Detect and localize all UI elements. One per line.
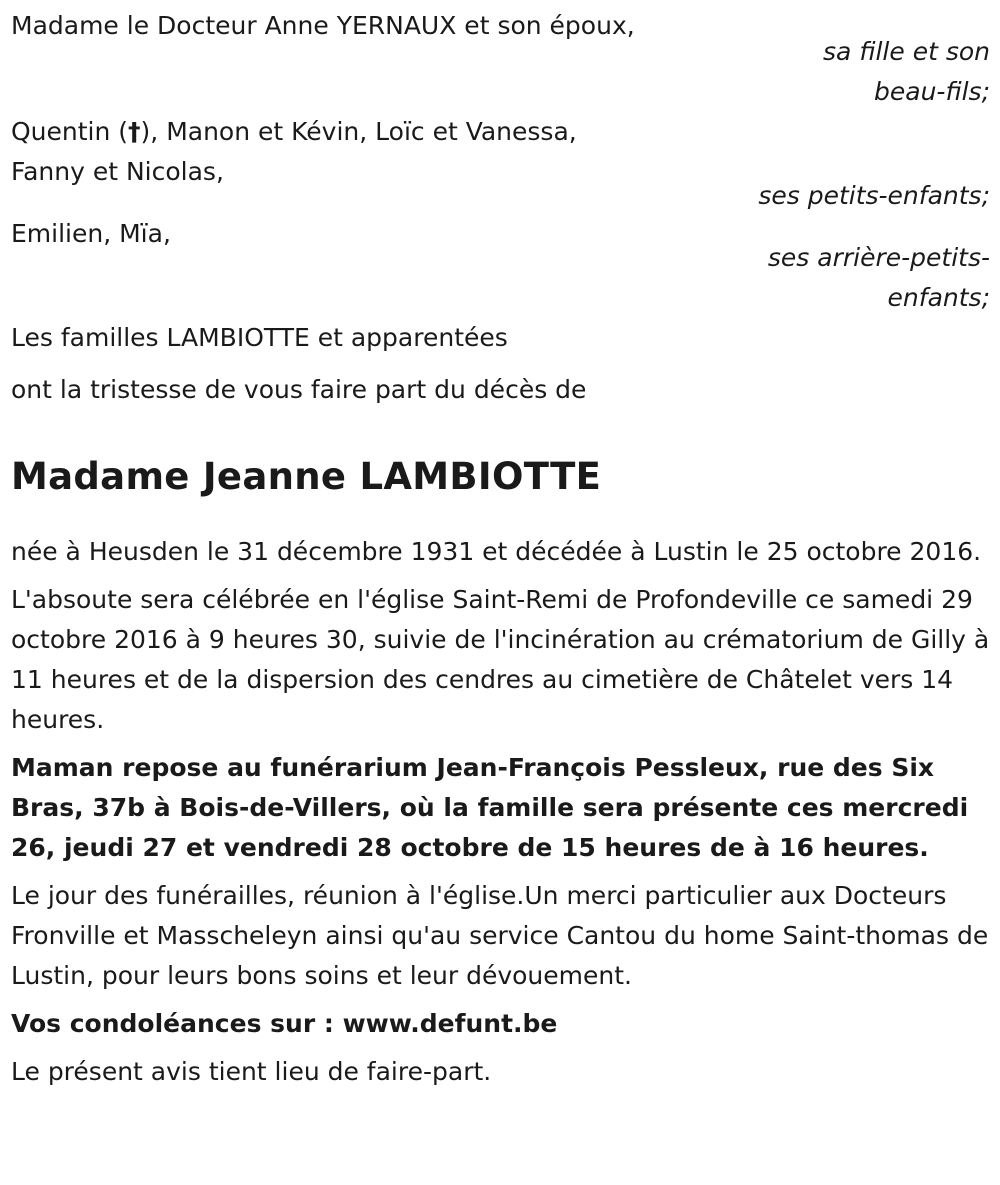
notice-paragraph: Le présent avis tient lieu de faire-part. — [11, 1057, 492, 1086]
grandchildren-line2: Fanny et Nicolas, — [11, 157, 224, 186]
dagger-icon: † — [128, 117, 141, 146]
great-grandchildren-relation-line1: ses arrière-petits- — [767, 243, 990, 272]
deceased-name: Madame Jeanne LAMBIOTTE — [11, 455, 602, 498]
family-grandchildren-block — [11, 112, 990, 216]
thanks-paragraph: Le jour des funérailles, réunion à l'église.Un merci particulier aux Docteurs Fronville et Masscheleyn ainsi qu'au service Cantou du home Saint-thomas de Lustin, pour leurs bons soins et leur dévouement. — [11, 881, 989, 990]
daughter-relation-line1: sa fille et son — [823, 37, 990, 66]
daughter-names: Madame le Docteur Anne YERNAUX et son époux, — [11, 11, 635, 40]
family-daughter-block — [11, 6, 990, 112]
ceremony-paragraph: L'absoute sera célébrée en l'église Saint-Remi de Profondeville ce samedi 29 octobre 2016 à 9 heures 30, suivie de l'incinération au crématorium de Gilly à 11 heures et de la dispersion des cendres au cimetière de Châtelet vers 14 heures. — [11, 585, 990, 734]
birth-death-paragraph: née à Heusden le 31 décembre 1931 et décédée à Lustin le 25 octobre 2016. — [11, 537, 982, 566]
intro-text: ont la tristesse de vous faire part du décès de — [11, 375, 587, 404]
grandchildren-line1 — [11, 112, 990, 152]
great-grandchildren-relation-line2: enfants; — [887, 283, 990, 312]
funerarium-paragraph: Maman repose au funérarium Jean-François Pessleux, rue des Six Bras, 37b à Bois-de-Villers, où la famille sera présente ces mercredi 26, jeudi 27 et vendredi 28 octobre de 15 heures de à 16 heures. — [11, 753, 969, 862]
families-line: Les familles LAMBIOTTE et apparentées — [11, 323, 508, 352]
grandchildren-relation: ses petits-enfants; — [758, 181, 990, 210]
grandchildren-line1-suffix: ), Manon et Kévin, Loïc et Vanessa, — [140, 117, 577, 146]
grandchildren-line1-prefix: Quentin ( — [11, 117, 129, 146]
daughter-relation-line2: beau-fils; — [874, 77, 990, 106]
condolences-paragraph: Vos condoléances sur : www.defunt.be — [11, 1009, 558, 1038]
great-grandchildren-names: Emilien, Mïa, — [11, 219, 171, 248]
family-great-grandchildren-block — [11, 214, 990, 318]
family-families-block — [11, 318, 990, 358]
